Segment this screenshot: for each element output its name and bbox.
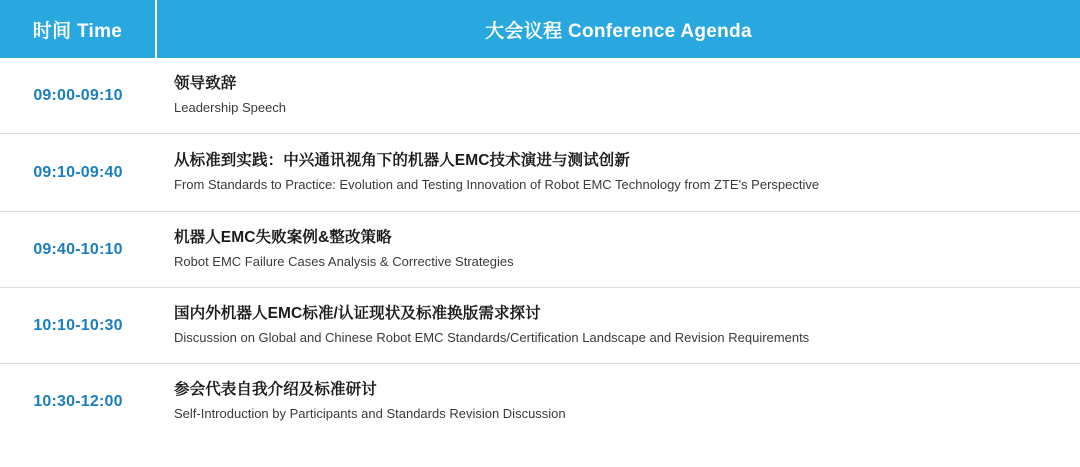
session-topic <box>156 134 1080 212</box>
agenda-table-header <box>0 0 1080 58</box>
header-row <box>0 0 1080 58</box>
table-row <box>0 364 1080 440</box>
session-title-en: Self-Introduction by Participants and Standards Revision Discussion <box>174 406 566 422</box>
header-agenda-label: 大会议程 Conference Agenda <box>156 0 1080 58</box>
session-topic <box>156 364 1080 440</box>
header-time-label: 时间 Time <box>0 0 156 58</box>
session-title-en: Discussion on Global and Chinese Robot EMC Standards/Certification Landscape and Revision Requirements <box>174 330 810 346</box>
agenda-table-body <box>0 58 1080 439</box>
session-title-en: Leadership Speech <box>174 100 287 116</box>
table-row <box>0 288 1080 364</box>
session-time: 10:10-10:30 <box>33 316 123 334</box>
session-title-cn: 参会代表自我介绍及标准研讨 <box>174 381 377 399</box>
session-title-en: Robot EMC Failure Cases Analysis & Corrective Strategies <box>174 254 514 270</box>
session-time: 10:30-12:00 <box>33 392 123 410</box>
session-topic <box>156 58 1080 134</box>
table-row <box>0 58 1080 134</box>
session-title-en: From Standards to Practice: Evolution and Testing Innovation of Robot EMC Technology from ZTE's Perspective <box>174 177 820 193</box>
session-time: 09:40-10:10 <box>33 240 123 258</box>
session-topic <box>156 288 1080 364</box>
table-row <box>0 134 1080 212</box>
session-title-cn: 领导致辞 <box>174 75 237 92</box>
session-time: 09:00-09:10 <box>33 86 123 104</box>
table-row <box>0 212 1080 288</box>
session-time: 09:10-09:40 <box>33 163 123 181</box>
session-title-cn: 国内外机器人EMC标准/认证现状及标准换版需求探讨 <box>174 305 541 323</box>
session-title-cn: 机器人EMC失败案例&整改策略 <box>174 229 392 247</box>
session-topic <box>156 212 1080 288</box>
session-title-cn: 从标准到实践：中兴通讯视角下的机器人EMC技术演进与测试创新 <box>174 152 630 170</box>
